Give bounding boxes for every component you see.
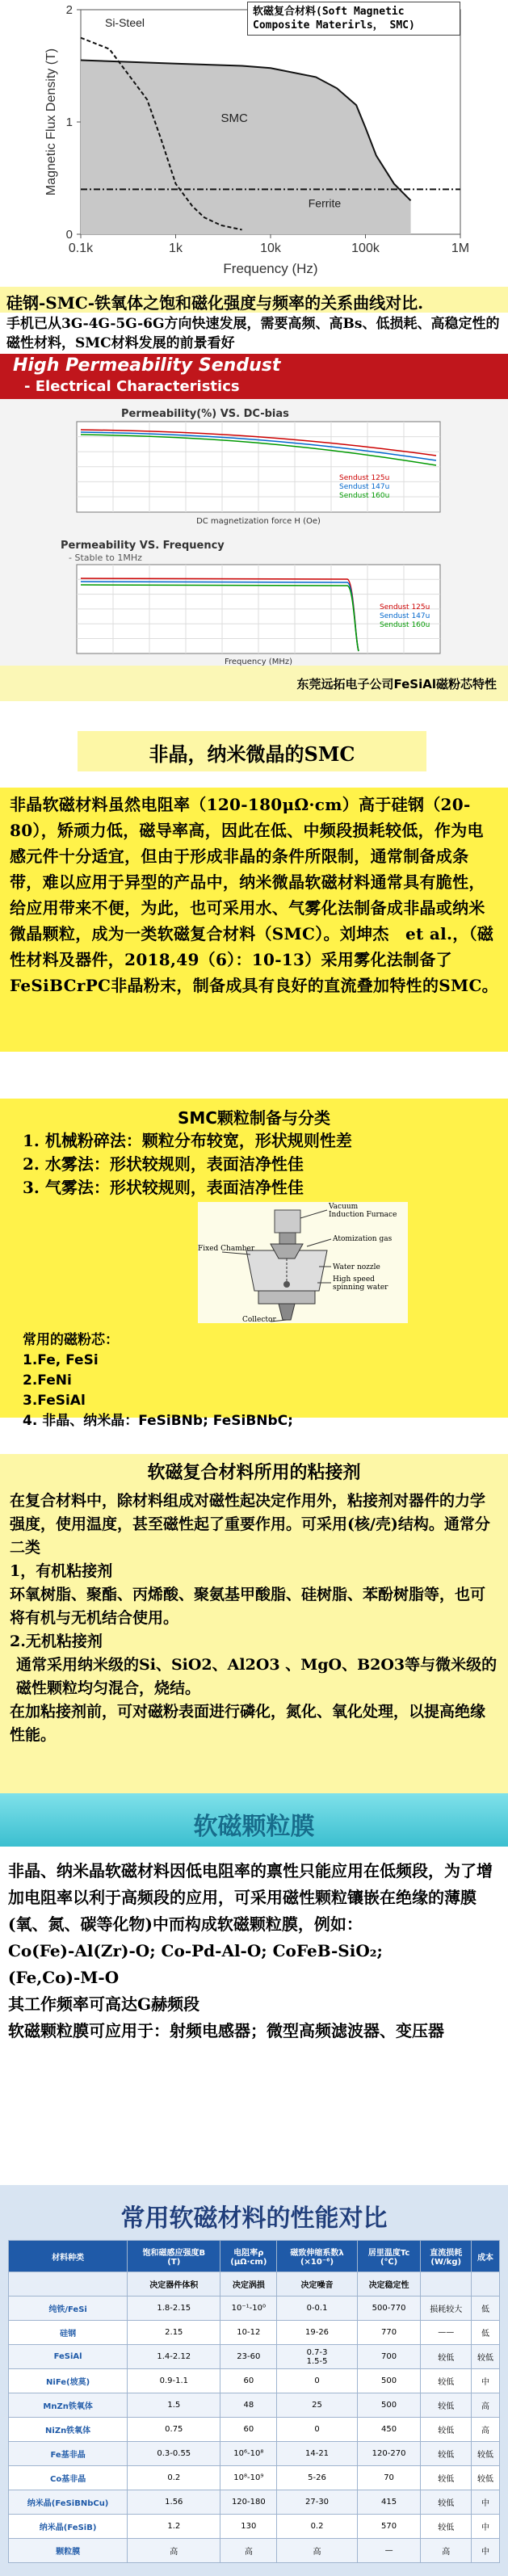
plot2-xlabel: Frequency (MHz) (224, 658, 293, 666)
table-header-row (9, 2241, 500, 2272)
y-tick-label: 0 (65, 228, 73, 242)
table-cell: 较低 (421, 2515, 472, 2539)
table-cell: 570 (357, 2515, 421, 2539)
table-cell: 中 (472, 2490, 500, 2515)
atomization-diagram (198, 1202, 408, 1323)
core-2: 2.FeNi (23, 1372, 72, 1389)
caption-bar (0, 287, 508, 313)
x-tick-label: 100k (351, 242, 380, 255)
table-row (9, 2393, 500, 2418)
table-cell: 决定稳定性 (357, 2272, 421, 2297)
table-cell: 损耗较大 (421, 2297, 472, 2321)
banner-sub: - Electrical Characteristics (24, 378, 240, 395)
cores-list (23, 1330, 293, 1431)
table-cell: 成本 (472, 2241, 500, 2272)
table-cell: 25 (277, 2393, 357, 2418)
table-cell: 10⁸-10⁹ (220, 2466, 277, 2490)
table-cell: NiZn铁氧体 (9, 2418, 128, 2442)
table-cell: 0.75 (128, 2418, 220, 2442)
table-cell: 磁致伸缩系数λ (×10⁻⁶) (277, 2241, 357, 2272)
table-cell: 10⁶-10⁸ (220, 2442, 277, 2466)
table-cell (9, 2272, 128, 2297)
binder-heading: 软磁复合材料所用的粘接剂 (147, 1462, 361, 1483)
table-cell: NiFe(坡莫) (9, 2369, 128, 2393)
plot1-xlabel: DC magnetization force H (Oe) (196, 517, 321, 526)
binder-p4: 在加粘接剂前，可对磁粉表面进行磷化，氮化、氧化处理，以提高绝缘性能。 (10, 1703, 486, 1744)
film-formula: Co(Fe)-Al(Zr)-O; Co-Pd-Al-O; CoFeB-SiO₂; (8, 1941, 383, 1960)
binder-heading-box (0, 1454, 508, 1486)
table-cell: 1.2 (128, 2515, 220, 2539)
plot2-legend-item: Sendust 125u (380, 603, 430, 611)
amorphous-heading-box (78, 731, 426, 771)
table-cell: 0.2 (277, 2515, 357, 2539)
sendust-footer: 东莞远拓电子公司FeSiAl磁粉芯特性 (296, 677, 497, 691)
film-body (8, 1858, 502, 2044)
binder-p3: 通常采用纳米级的Si、SiO2、Al2O3 、MgO、B2O3等与微米级的磁性颗粒均匀混合，烧结。 (16, 1656, 498, 1697)
binder-p2: 环氧树脂、聚酯、丙烯酸、聚氨基甲酸脂、硅树脂、苯酚树脂等，也可将有机与无机结合使用。 (10, 1586, 486, 1627)
plot2-legend-item: Sendust 160u (380, 621, 430, 629)
table-cell: 770 (357, 2321, 421, 2345)
table-cell: FeSiAl (9, 2345, 128, 2369)
x-tick-label: 10k (260, 242, 281, 255)
table-cell (472, 2272, 500, 2297)
table-cell: 高 (472, 2418, 500, 2442)
plot1-legend-item: Sendust 147u (339, 483, 390, 491)
sendust-plots (0, 399, 508, 666)
diag-label-furnace: Induction Furnace (329, 1211, 397, 1219)
smc-prep-box (0, 1099, 508, 1429)
comparison-table-wrap (8, 2240, 500, 2563)
table-cell: 中 (472, 2515, 500, 2539)
table-cell: 中 (472, 2369, 500, 2393)
table-cell: 决定器件体积 (128, 2272, 220, 2297)
comparison-panel (0, 2185, 508, 2576)
table-row (9, 2442, 500, 2466)
binder-body-box (0, 1486, 508, 1793)
table-cell: 较低 (421, 2345, 472, 2369)
intro-text: 手机已从3G-4G-5G-6G方向快速发展，需要高频、高Bs、低损耗、高稳定性的磁性材料，SMC材料发展的前景看好 (6, 316, 500, 351)
table-cell: 纯铁/FeSi (9, 2297, 128, 2321)
comparison-title: 常用软磁材料的性能对比 (120, 2204, 388, 2233)
prep-method-1: 1. 机械粉碎法：颗粒分布较宽，形状规则性差 (23, 1131, 352, 1150)
diag-label-nozzle: Water nozzle (333, 1263, 380, 1271)
binder-h2: 2.无机粘接剂 (10, 1633, 103, 1650)
table-cell: 120-180 (220, 2490, 277, 2515)
table-row (9, 2418, 500, 2442)
table-row (9, 2490, 500, 2515)
table-cell: 1.56 (128, 2490, 220, 2515)
amorphous-body-box (0, 788, 508, 1052)
banner-title: High Permeability Sendust (13, 355, 281, 376)
table-cell: 415 (357, 2490, 421, 2515)
table-cell: 500-770 (357, 2297, 421, 2321)
flux-frequency-chart (0, 0, 508, 287)
table-cell: 较低 (472, 2345, 500, 2369)
table-cell: 决定涡损 (220, 2272, 277, 2297)
smc-legend-box (247, 2, 460, 36)
table-cell: 低 (472, 2297, 500, 2321)
table-row (9, 2466, 500, 2490)
legend-line-2: Composite Materirls， SMC) (253, 19, 415, 32)
prep-method-2: 2. 水雾法：形状较规则，表面洁净性佳 (23, 1154, 304, 1174)
table-cell: 中 (472, 2539, 500, 2563)
film-text: 非晶、纳米晶软磁材料因低电阻率的禀性只能应用在低频段，为了增加电阻率以利于高频段的应用，可采用磁性颗粒镶嵌在绝缘的薄膜(氧、氮、碳等化物)中而构成软磁颗粒膜，例如： (8, 1861, 493, 1934)
table-cell: 60 (220, 2369, 277, 2393)
binder-h1: 1，有机粘接剂 (10, 1562, 113, 1580)
plot1-legend-item: Sendust 125u (339, 474, 390, 482)
core-3: 3.FeSiAl (23, 1393, 86, 1409)
table-cell: 700 (357, 2345, 421, 2369)
table-cell: 0 (277, 2369, 357, 2393)
table-cell: — (357, 2539, 421, 2563)
series-label-smc: SMC (220, 111, 248, 125)
table-cell: 1.4-2.12 (128, 2345, 220, 2369)
table-row (9, 2515, 500, 2539)
diag-label-highspeed: High speed (333, 1275, 375, 1284)
table-cell: 0.7-3 1.5-5 (277, 2345, 357, 2369)
x-tick-label: 0.1k (68, 242, 94, 255)
table-cell: 较低 (421, 2418, 472, 2442)
table-cell: 1.5 (128, 2393, 220, 2418)
series-label-si-steel: Si-Steel (104, 15, 145, 29)
table-cell: 高 (128, 2539, 220, 2563)
table-cell: 130 (220, 2515, 277, 2539)
film-formula-2: (Fe,Co)-M-O (8, 1968, 120, 1987)
diag-label-spinning: spinning water (333, 1284, 388, 1292)
table-cell: 1.8-2.15 (128, 2297, 220, 2321)
table-cell: 23-60 (220, 2345, 277, 2369)
table-cell: 纳米晶(FeSiBNbCu) (9, 2490, 128, 2515)
table-cell: MnZn铁氧体 (9, 2393, 128, 2418)
core-1: 1.Fe, FeSi (23, 1352, 99, 1368)
table-cell: 较低 (421, 2466, 472, 2490)
table-cell: 0.2 (128, 2466, 220, 2490)
y-tick-label: 1 (65, 116, 73, 129)
core-4: 4. 非晶、纳米晶：FeSiBNb; FeSiBNbC; (23, 1413, 293, 1429)
chart-caption: 硅钢-SMC-铁氧体之饱和磁化强度与频率的关系曲线对比. (6, 293, 424, 313)
sendust-figure (0, 354, 508, 701)
binder-p1: 在复合材料中，除材料组成对磁性起决定作用外，粘接剂对器件的力学强度，使用温度，甚至磁性起了重要作用。可采用(核/壳)结构。通常分二类 (10, 1492, 490, 1557)
table-cell: 饱和磁感应强度B (T) (128, 2241, 220, 2272)
plot2-title: Permeability VS. Frequency (61, 540, 225, 552)
diag-label-gas: Atomization gas (333, 1235, 393, 1243)
y-axis-label: Magnetic Flux Density (T) (44, 48, 58, 196)
table-cell: 硅钢 (9, 2321, 128, 2345)
table-cell: 较低 (421, 2393, 472, 2418)
table-cell: 较低 (421, 2490, 472, 2515)
plot1-legend-item: Sendust 160u (339, 492, 390, 500)
table-cell: 48 (220, 2393, 277, 2418)
table-cell: Fe基非晶 (9, 2442, 128, 2466)
series-label-ferrite: Ferrite (308, 196, 342, 210)
table-cell: 居里温度Tc (℃) (357, 2241, 421, 2272)
diag-label-vacuum: Vacuum (329, 1203, 359, 1211)
table-cell: 电阻率ρ (μΩ·cm) (220, 2241, 277, 2272)
table-row (9, 2539, 500, 2563)
table-row (9, 2297, 500, 2321)
plot2-legend-item: Sendust 147u (380, 612, 430, 620)
table-row (9, 2345, 500, 2369)
table-cell: 较低 (472, 2466, 500, 2490)
table-cell: 0.9-1.1 (128, 2369, 220, 2393)
table-cell: 2.15 (128, 2321, 220, 2345)
table-cell (421, 2272, 472, 2297)
table-cell: 决定噪音 (277, 2272, 357, 2297)
table-cell: 高 (220, 2539, 277, 2563)
table-cell: 较低 (421, 2369, 472, 2393)
x-tick-label: 1k (169, 242, 183, 255)
table-cell: 低 (472, 2321, 500, 2345)
table-subheader-row (9, 2272, 500, 2297)
prep-method-3: 3. 气雾法：形状较规则，表面洁净性佳 (23, 1178, 304, 1197)
table-cell: 纳米晶(FeSiB) (9, 2515, 128, 2539)
table-cell: 500 (357, 2393, 421, 2418)
table-cell: 500 (357, 2369, 421, 2393)
sendust-footer-bar (0, 666, 508, 701)
table-cell: 120-270 (357, 2442, 421, 2466)
table-cell: —— (421, 2321, 472, 2345)
table-cell: 直流损耗 (W/kg) (421, 2241, 472, 2272)
plot2-sub: - Stable to 1MHz (69, 553, 142, 563)
table-row (9, 2321, 500, 2345)
table-cell: 较低 (472, 2442, 500, 2466)
film-heading: 软磁颗粒膜 (193, 1813, 315, 1841)
table-cell: 27-30 (277, 2490, 357, 2515)
smc-area (81, 61, 411, 234)
table-cell: 高 (421, 2539, 472, 2563)
sendust-banner (0, 354, 508, 399)
table-row (9, 2369, 500, 2393)
binder-body (10, 1490, 500, 1747)
table-cell: 10-12 (220, 2321, 277, 2345)
table-cell: 60 (220, 2418, 277, 2442)
table-cell: 颗粒膜 (9, 2539, 128, 2563)
diag-label-chamber: Fixed Chamber (198, 1245, 255, 1253)
film-heading-box (0, 1793, 508, 1847)
diag-label-collector: Collector (242, 1316, 276, 1323)
table-cell: 高 (277, 2539, 357, 2563)
amorphous-heading: 非晶，纳米微晶的SMC (149, 742, 355, 766)
flux-chart-svg (0, 0, 508, 287)
prep-methods (23, 1129, 352, 1200)
film-line-1: 其工作频率可高达G赫频段 (8, 1994, 200, 2014)
comparison-table (8, 2240, 500, 2563)
table-cell: Co基非晶 (9, 2466, 128, 2490)
plot1-title: Permeability(%) VS. DC-bias (121, 408, 289, 420)
x-tick-label: 1M (451, 242, 470, 255)
table-cell: 5-26 (277, 2466, 357, 2490)
table-cell: 高 (472, 2393, 500, 2418)
table-cell: 0 (277, 2418, 357, 2442)
table-cell: 450 (357, 2418, 421, 2442)
x-axis-label: Frequency (Hz) (223, 261, 318, 276)
smc-prep-title: SMC颗粒制备与分类 (178, 1108, 330, 1128)
amorphous-body: 非晶软磁材料虽然电阻率（120-180μΩ·cm）高于硅钢（20-80），矫顽力低，磁导率高，因此在低、中频段损耗较低，作为电感元件十分适宜，但由于形成非晶的条件所限制，通常制备成条带，难以应用于异型的产品中，纳米微晶软磁材料通常具有脆性，给应用带来不便，为此，也可采用水、气雾化法制备成非晶或纳米微晶颗粒，成为一类软磁复合材料（SMC）。刘坤杰 et al.，（磁性材料及器件，2018,49（6）：10-13）采用雾化法制备了FeSiBCrPC非晶粉末，制备成具有良好的直流叠加特性的SMC。 (10, 795, 498, 995)
y-tick-label: 2 (65, 3, 73, 17)
film-line-2: 软磁颗粒膜可应用于：射频电感器；微型高频滤波器、变压器 (8, 2021, 444, 2040)
legend-line-1: 软磁复合材料(Soft Magnetic (253, 6, 405, 18)
table-cell: 0-0.1 (277, 2297, 357, 2321)
cores-title: 常用的磁粉芯： (23, 1332, 119, 1348)
table-cell: 70 (357, 2466, 421, 2490)
table-cell: 19-26 (277, 2321, 357, 2345)
table-cell: 较低 (421, 2442, 472, 2466)
table-cell: 0.3-0.55 (128, 2442, 220, 2466)
table-cell: 14-21 (277, 2442, 357, 2466)
table-cell: 材料种类 (9, 2241, 128, 2272)
table-cell: 10⁻¹-10⁰ (220, 2297, 277, 2321)
